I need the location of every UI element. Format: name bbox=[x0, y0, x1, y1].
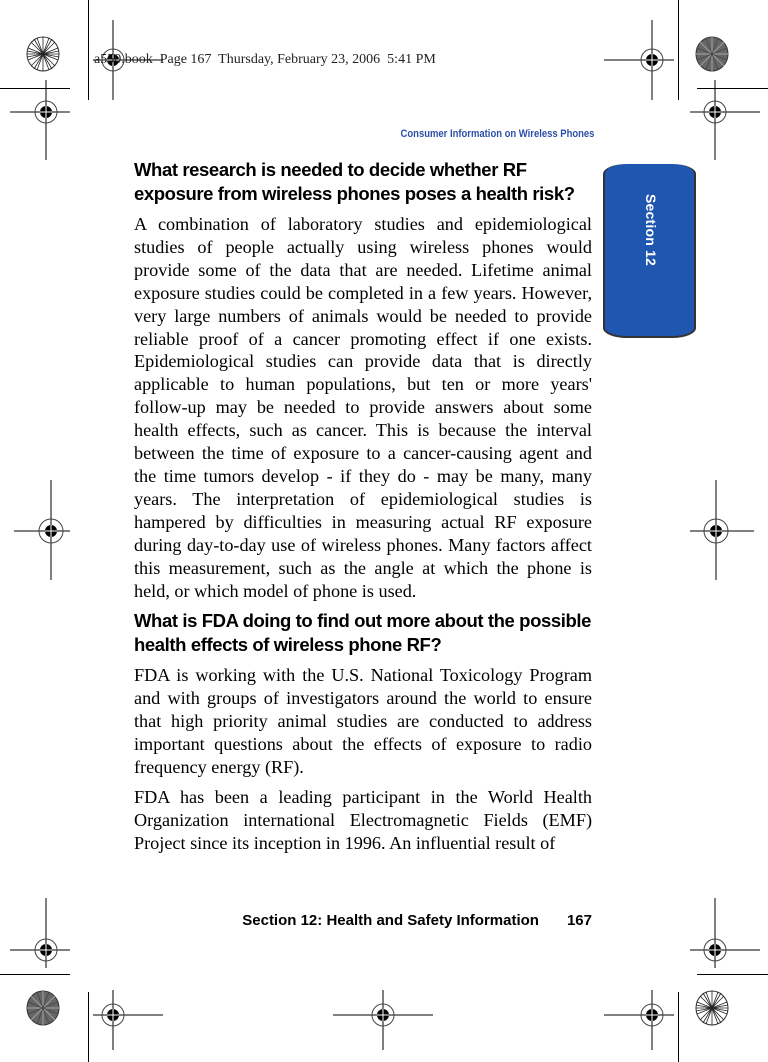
crosshair-registration-icon bbox=[333, 990, 433, 1062]
section-heading: What research is needed to decide whether RF exposure from wireless phones poses a health risk? bbox=[134, 159, 575, 204]
section-tab bbox=[603, 164, 696, 338]
section-tab-label: Section 12 bbox=[643, 194, 659, 267]
body-paragraph: FDA is working with the U.S. National Toxicology Program and with groups of investigators around the world to ensure that high priority animal studies are conducted to address important questions about the effects of exposure to radio frequency energy (RF). bbox=[134, 665, 592, 778]
color-wheel-registration-icon bbox=[695, 36, 729, 72]
body-paragraph: A combination of laboratory studies and epidemiological studies of people actually using wireless phones would provide some of the data that are needed. Lifetime animal exposure studies could be completed in a few years. However, very large numbers of animals would be needed to provide reliable proof of a cancer promoting effect if one exists. Epidemiological studies can provide data that is directly applicable to human populations, but ten or more years' follow-up may be needed to provide answers about some health effects, such as cancer. This is because the interval between the time of exposure to a cancer-causing agent and the time tumors develop - if they do - may be many, many years. The interpretation of epidemiological studies is hampered by difficulties in measuring actual RF exposure during day-to-day use of wireless phones. Many factors affect this measurement, such as the angle at which the phone is held, or which model of phone is used. bbox=[134, 214, 592, 601]
page-number: 167 bbox=[566, 912, 592, 929]
crosshair-registration-icon bbox=[604, 990, 674, 1062]
starburst-registration-icon bbox=[695, 990, 729, 1026]
crosshair-registration-icon bbox=[690, 480, 760, 580]
print-slug: a550.book Page 167 Thursday, February 23, 2006 5:41 PM bbox=[94, 52, 436, 67]
trim-line bbox=[678, 0, 679, 100]
crosshair-registration-icon bbox=[604, 20, 674, 100]
crosshair-registration-icon bbox=[93, 990, 163, 1062]
trim-line bbox=[678, 992, 679, 1062]
body-paragraph: FDA has been a leading participant in the World Health Organization international Electromagnetic Fields (EMF) Project since its inception in 1996. An influential result of bbox=[134, 786, 592, 853]
trim-line bbox=[88, 0, 89, 100]
page-content bbox=[134, 158, 592, 855]
crosshair-registration-icon bbox=[10, 898, 70, 978]
footer-section-title: Section 12: Health and Safety Information bbox=[242, 912, 539, 929]
running-head: Consumer Information on Wireless Phones bbox=[400, 128, 594, 140]
crosshair-registration-icon bbox=[690, 80, 760, 160]
color-wheel-registration-icon bbox=[26, 990, 60, 1026]
section-heading: What is FDA doing to find out more about the possible health effects of wireless phone RF? bbox=[134, 610, 592, 656]
starburst-registration-icon bbox=[26, 36, 60, 72]
crosshair-registration-icon bbox=[10, 480, 70, 580]
page-footer bbox=[242, 912, 592, 929]
crosshair-registration-icon bbox=[690, 898, 760, 978]
crosshair-registration-icon bbox=[10, 80, 70, 160]
trim-line bbox=[88, 992, 89, 1062]
